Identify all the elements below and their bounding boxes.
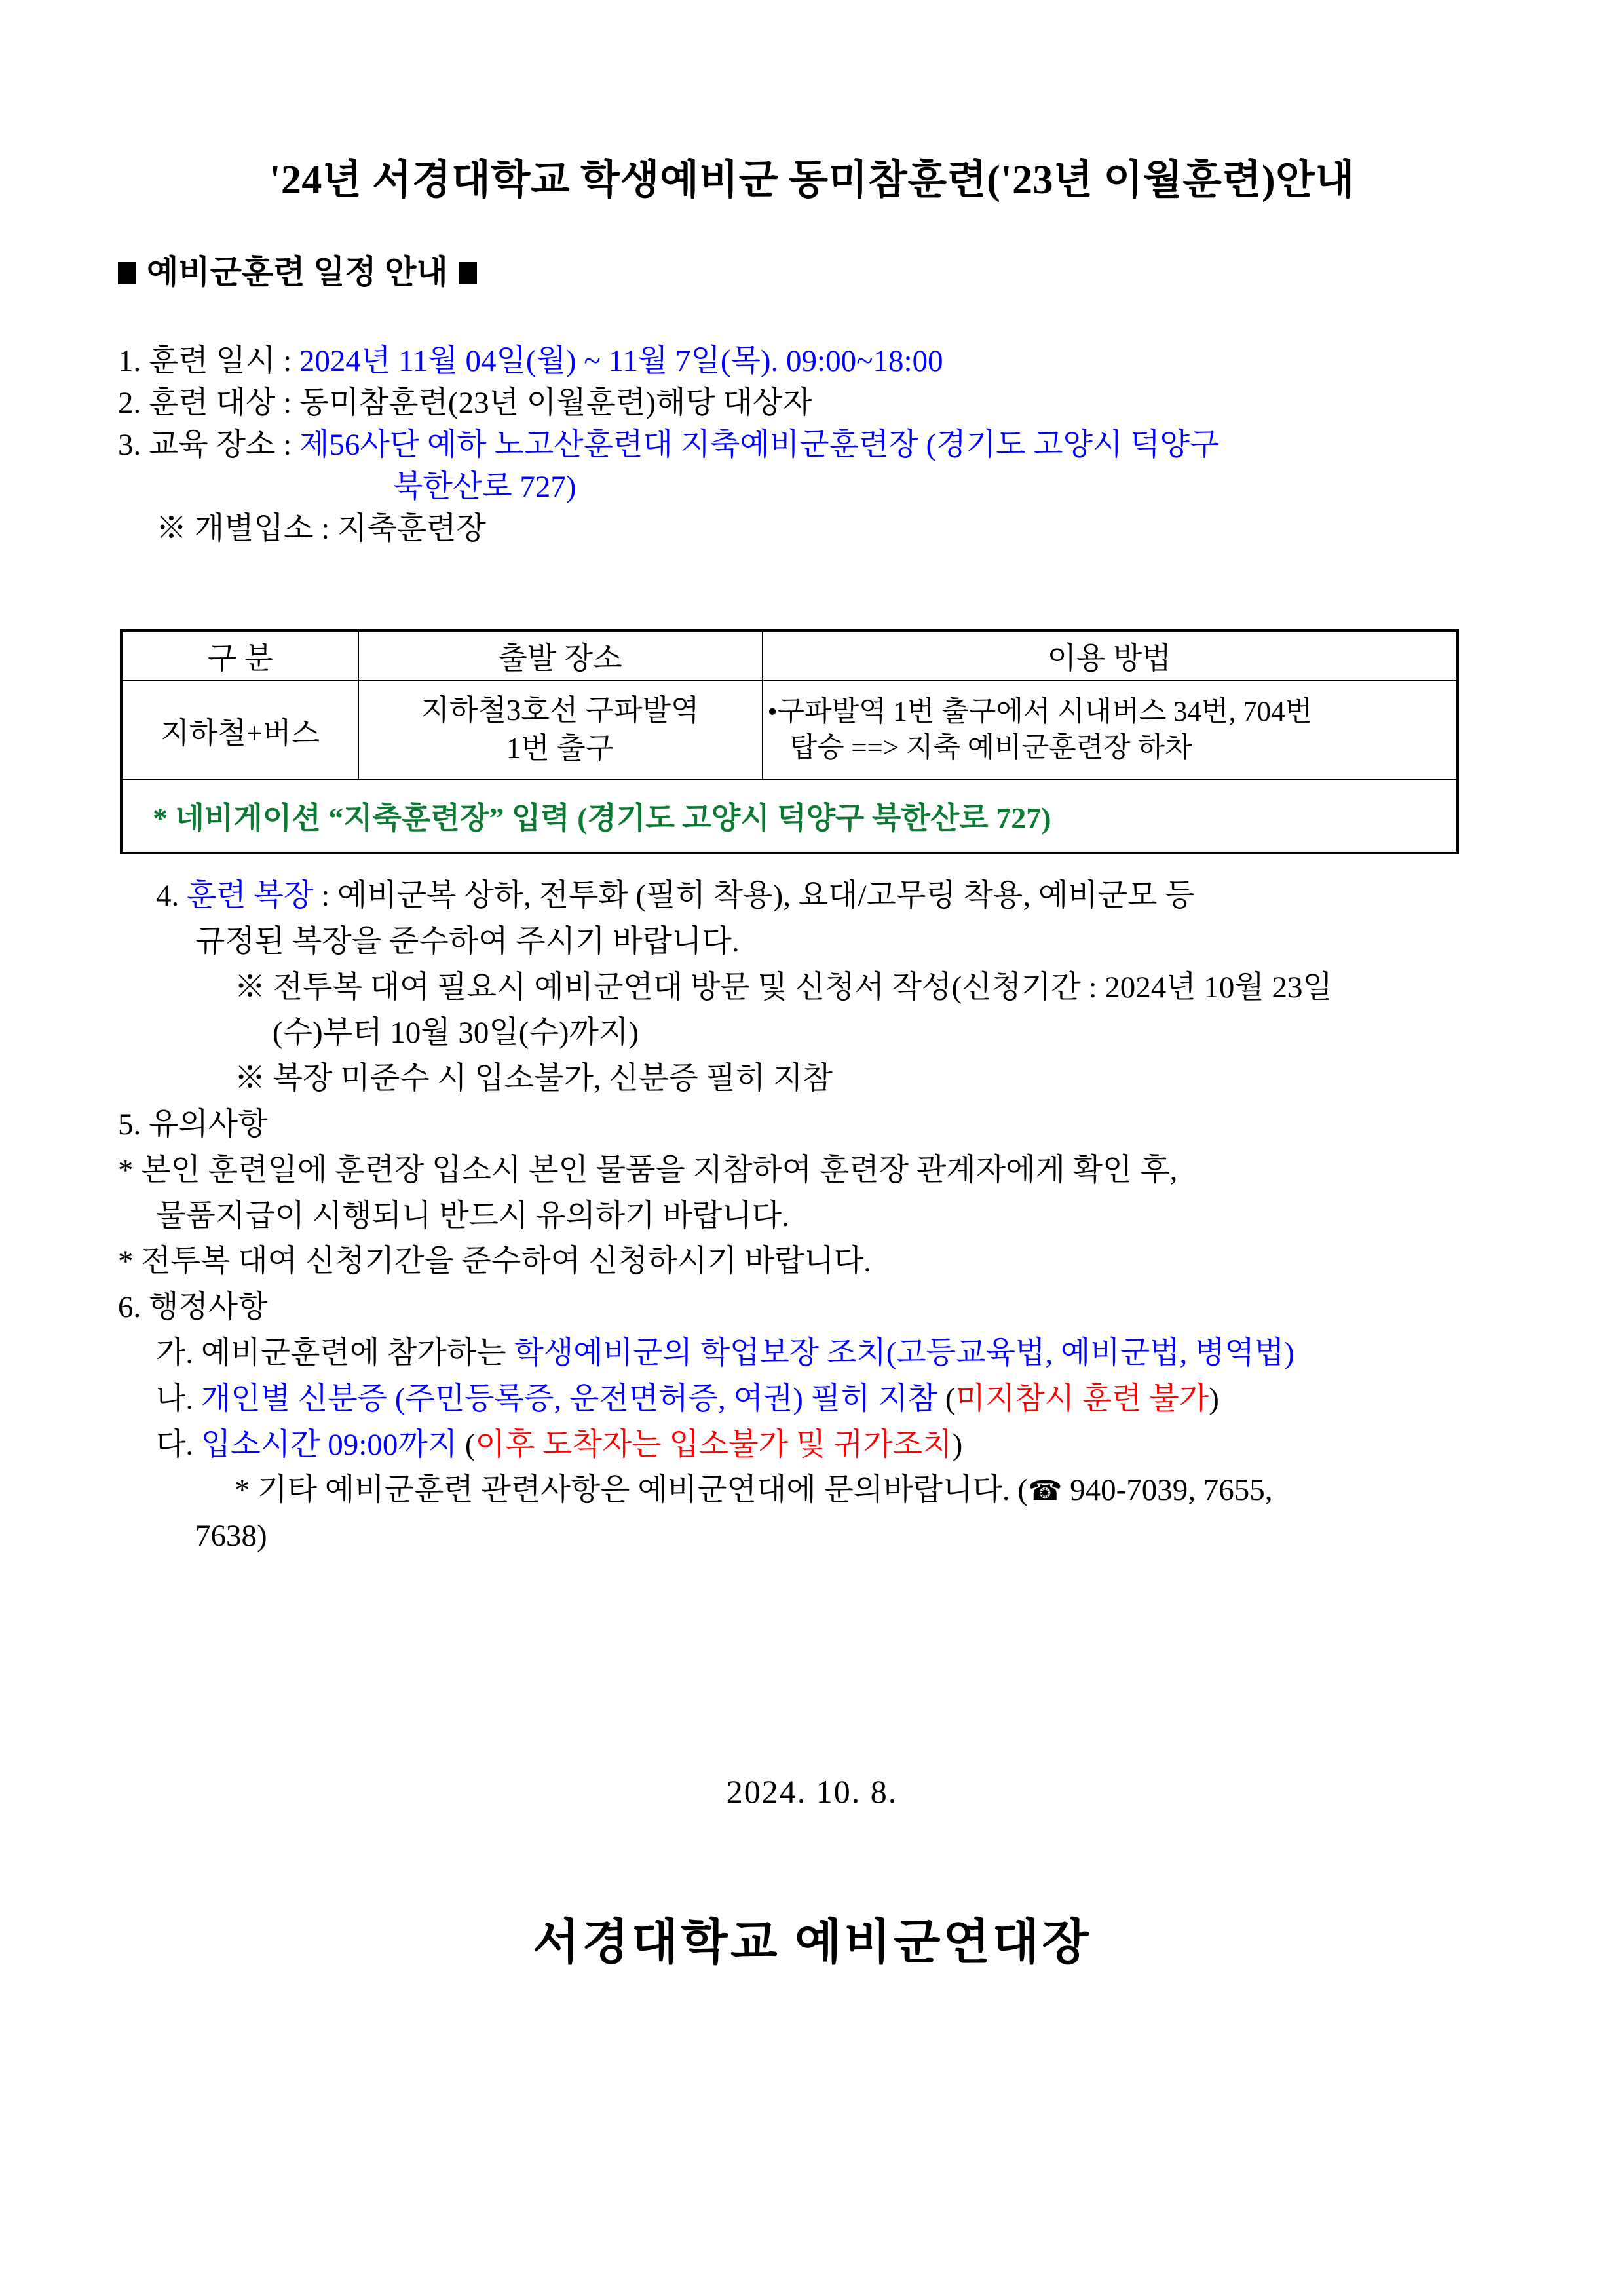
- administrative-item-a: [118, 1332, 1598, 1375]
- table-header-row: [121, 630, 1458, 681]
- administrative-item-c-paren-close: ): [952, 1427, 963, 1462]
- table-header-category: 구 분: [121, 630, 358, 681]
- administrative-item-c-paren-open: (: [464, 1427, 476, 1462]
- method-line-1: •구파발역 1번 출구에서 시내버스 34번, 704번: [767, 696, 1313, 727]
- uniform-note-1-line-1: ※ 전투복 대여 필요시 예비군연대 방문 및 신청서 작성(신청기간 : 2024년 10월 23일: [235, 970, 1332, 1004]
- schedule-item-2-label: 2. 훈련 대상 :: [118, 385, 292, 420]
- uniform-item-4-number: 4.: [156, 879, 179, 913]
- page-title: '24년 서경대학교 학생예비군 동미참훈련('23년 이월훈련)안내: [269, 158, 1355, 202]
- schedule-item-2: [118, 383, 1585, 425]
- administrative-item-c: [118, 1424, 1598, 1467]
- table-row: [121, 681, 1458, 780]
- contact-text-a: * 기타 예비군훈련 관련사항은 예비군연대에 문의바랍니다. (: [235, 1473, 1029, 1508]
- departure-line-2: 1번 출구: [506, 732, 614, 765]
- cautions-bullet-1-line-1: * 본인 훈련일에 훈련장 입소시 본인 물품을 지참하여 훈련장 관계자에게 확인 후,: [118, 1153, 1178, 1187]
- cautions-item-5-label: 5. 유의사항: [118, 1107, 268, 1141]
- table-header-method: 이용 방법: [762, 630, 1458, 681]
- departure-line-1: 지하철3호선 구파발역: [421, 694, 700, 727]
- navigation-note: * 네비게이션 “지축훈련장” 입력 (경기도 고양시 덕양구 북한산로 727): [121, 780, 1458, 854]
- administrative-item-6-label: 6. 행정사항: [118, 1290, 268, 1325]
- uniform-note-2: ※ 복장 미준수 시 입소불가, 신분증 필히 지참: [235, 1062, 833, 1096]
- uniform-item-4: [118, 875, 1598, 918]
- administrative-item-c-highlight: 입소시간 09:00까지: [200, 1427, 465, 1462]
- administrative-item-b-warning: 미지참시 훈련 불가: [955, 1381, 1209, 1416]
- contact-line-2: 7638): [195, 1519, 267, 1554]
- schedule-item-1-label: 1. 훈련 일시 :: [118, 344, 292, 378]
- administrative-item-b-paren-open: (: [945, 1381, 956, 1416]
- uniform-item-4-cont: 규정된 복장을 준수하여 주시기 바랍니다.: [195, 924, 740, 959]
- individual-entry-note: ※ 개별입소 : 지축훈련장: [156, 511, 486, 546]
- section-heading-label: 예비군훈련 일정 안내: [147, 254, 448, 290]
- table-row-navigation: [121, 780, 1458, 854]
- contact-text-b: 940-7039, 7655,: [1062, 1473, 1273, 1508]
- method-line-2: 탑승 ==> 지축 예비군훈련장 하차: [789, 733, 1192, 763]
- administrative-item-b-prefix: 나.: [156, 1381, 201, 1416]
- administrative-item-a-highlight: 학생예비군의 학업보장 조치(고등교육법, 예비군법, 병역법): [514, 1335, 1294, 1370]
- square-bullet-left-icon: [118, 262, 136, 284]
- schedule-item-3-label: 3. 교육 장소 :: [118, 427, 292, 462]
- route-table: [120, 629, 1459, 854]
- administrative-item-b: [118, 1378, 1598, 1421]
- schedule-block: [118, 341, 1585, 550]
- table-cell-departure: [358, 681, 762, 780]
- section-heading: [118, 246, 477, 293]
- administrative-item-c-prefix: 다.: [156, 1427, 201, 1462]
- schedule-item-1-value: 2024년 11월 04일(월) ~ 11월 7일(목). 09:00~18:00: [299, 344, 943, 378]
- schedule-item-2-value: 동미참훈련(23년 이월훈련)해당 대상자: [299, 385, 812, 420]
- administrative-item-b-paren-close: ): [1209, 1381, 1219, 1416]
- administrative-item-b-highlight: 개인별 신분증 (주민등록증, 운전면허증, 여권) 필히 지참: [200, 1381, 945, 1416]
- cautions-bullet-2: * 전투복 대여 신청기간을 준수하여 신청하시기 바랍니다.: [118, 1244, 871, 1279]
- schedule-item-3-value-line1: 제56사단 예하 노고산훈련대 지축예비군훈련장 (경기도 고양시 덕양구: [299, 427, 1220, 462]
- cautions-bullet-1-line-2: 물품지급이 시행되니 반드시 유의하기 바랍니다.: [156, 1198, 789, 1233]
- document-signature: 서경대학교 예비군연대장: [533, 1916, 1091, 1970]
- table-cell-method: [762, 681, 1458, 780]
- schedule-item-1: [118, 341, 1585, 383]
- document-date: 2024. 10. 8.: [726, 1773, 898, 1810]
- schedule-item-3: [118, 425, 1585, 467]
- uniform-note-1-line-2: (수)부터 10월 30일(수)까지): [273, 1016, 639, 1050]
- table-cell-mode: 지하철+버스: [121, 681, 358, 780]
- table-header-departure: 출발 장소: [358, 630, 762, 681]
- schedule-item-3-cont: [118, 467, 1585, 508]
- administrative-item-a-prefix: 가. 예비군훈련에 참가하는: [156, 1335, 514, 1370]
- uniform-item-4-value: : 예비군복 상하, 전투화 (필히 착용), 요대/고무링 착용, 예비군모 등: [313, 879, 1195, 913]
- telephone-icon: ☎: [1028, 1476, 1063, 1507]
- schedule-item-3-value-line2: 북한산로 727): [393, 469, 576, 504]
- administrative-item-c-warning: 이후 도착자는 입소불가 및 귀가조치: [475, 1427, 953, 1462]
- uniform-item-4-label: 훈련 복장: [187, 879, 314, 913]
- contact-line-1: [118, 1469, 1598, 1512]
- after-table-block: [118, 875, 1598, 1561]
- square-bullet-right-icon: [459, 262, 477, 284]
